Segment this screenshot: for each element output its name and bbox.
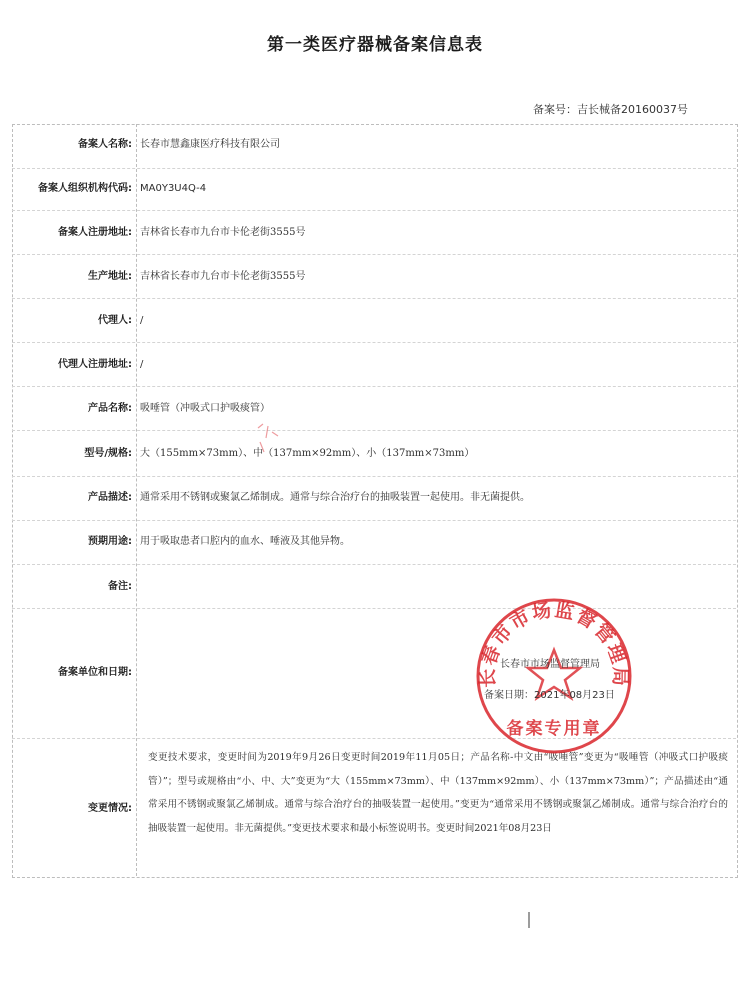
row-divider xyxy=(12,298,736,299)
label-column-divider xyxy=(136,124,137,876)
row-divider xyxy=(12,430,736,431)
field-label-org-code: 备案人组织机构代码: xyxy=(38,183,132,194)
field-value-product-name: 吸唾管（冲吸式口护吸痰管） xyxy=(140,403,270,414)
field-label-remarks: 备注: xyxy=(108,581,132,592)
official-seal-stamp xyxy=(474,596,634,756)
record-number-label: 备案号： xyxy=(533,103,577,116)
field-value-intended-use: 用于吸取患者口腔内的血水、唾液及其他异物。 xyxy=(140,536,350,547)
row-divider xyxy=(12,168,736,169)
field-value-production-address: 吉林省长春市九台市卡伦老街3555号 xyxy=(140,271,306,282)
field-label-production-address: 生产地址: xyxy=(88,271,132,282)
field-label-filing-unit-date: 备案单位和日期: xyxy=(58,667,132,678)
field-label-intended-use: 预期用途: xyxy=(88,536,132,547)
filing-agency: 长春市市场监督管理局 xyxy=(500,659,600,670)
field-value-registered-address: 吉林省长春市九台市卡伦老街3555号 xyxy=(140,227,306,238)
field-label-registered-address: 备案人注册地址: xyxy=(58,227,132,238)
row-divider xyxy=(12,386,736,387)
record-number-line xyxy=(533,101,688,117)
document-title: 第一类医疗器械备案信息表 xyxy=(267,35,483,55)
field-label-model-spec: 型号/规格: xyxy=(84,448,132,459)
row-divider xyxy=(12,342,736,343)
row-divider xyxy=(12,520,736,521)
seal-bottom-text: 备案专用章 xyxy=(506,719,602,739)
record-number-value: 吉长械备20160037号 xyxy=(577,103,688,116)
seal-arc-text: 长春市市场监督管理局 xyxy=(476,598,632,688)
field-label-change-history: 变更情况: xyxy=(88,803,132,814)
row-divider xyxy=(12,254,736,255)
scan-speck-mark xyxy=(524,910,534,930)
field-value-model-spec: 大（155mm×73mm）、中（137mm×92mm）、小（137mm×73mm） xyxy=(140,448,475,459)
red-ink-mark xyxy=(254,422,282,456)
filing-date-line xyxy=(484,686,615,701)
row-divider xyxy=(12,210,736,211)
change-history-text: 变更技术要求，变更时间为2019年9月26日变更时间2019年11月05日；产品名称-中文由“吸唾管”变更为“吸唾管（冲吸式口护吸痰管）”；型号或规格由“小、中、大”变更为“大（155mm×73mm）、中（137mm×92mm）、小（137mm×73mm）”；产品描述由“通常采用不锈钢或聚氯乙烯制成。通常与综合治疗台的抽吸装置一起使用。”变更为“通常采用不锈钢或聚氯乙烯制成。通常与综合治疗台的抽吸装置一起使用。非无菌提供。”变更技术要求和最小标签说明书。变更时间2021年08月23日 xyxy=(148,752,728,834)
row-divider xyxy=(12,564,736,565)
field-label-applicant-name: 备案人名称: xyxy=(78,139,132,150)
filing-date-value: 2021年08月23日 xyxy=(534,690,615,701)
field-value-agent-address: / xyxy=(140,359,144,370)
filing-date-label: 备案日期： xyxy=(484,690,534,701)
field-value-agent: / xyxy=(140,315,144,326)
field-label-product-description: 产品描述: xyxy=(88,492,132,503)
field-label-agent-address: 代理人注册地址: xyxy=(58,359,132,370)
field-value-product-description: 通常采用不锈钢或聚氯乙烯制成。通常与综合治疗台的抽吸装置一起使用。非无菌提供。 xyxy=(140,492,530,503)
field-value-applicant-name: 长春市慧鑫康医疗科技有限公司 xyxy=(140,139,280,150)
field-value-org-code: MA0Y3U4Q-4 xyxy=(140,183,207,194)
row-divider xyxy=(12,476,736,477)
field-label-agent: 代理人: xyxy=(98,315,132,326)
field-label-product-name: 产品名称: xyxy=(88,403,132,414)
